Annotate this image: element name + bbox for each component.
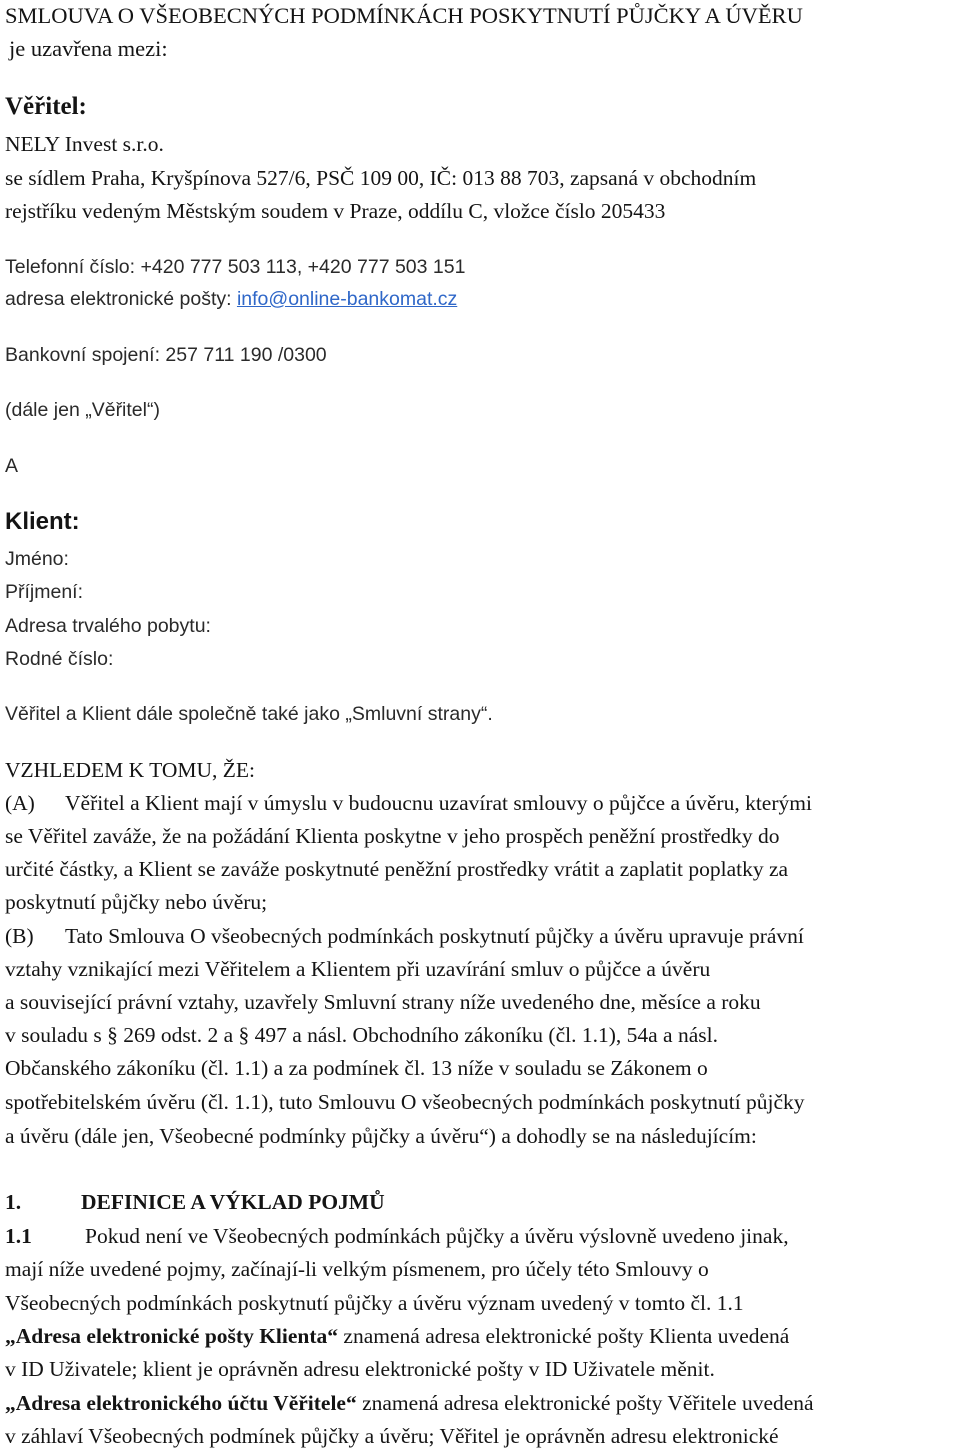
whereas-b-line5: Občanského zákoníku (čl. 1.1) a za podmínek čl. 13 níže v souladu se Zákonem o (5, 1056, 708, 1080)
section1-title: DEFINICE A VÝKLAD POJMŮ (81, 1190, 385, 1214)
p11-line1: 1.1 Pokud není ve Všeobecných podmínkách půjčky a úvěru výslovně uvedeno jinak, (5, 1224, 789, 1248)
p11-number: 1.1 (5, 1224, 32, 1248)
creditor-email-link[interactable]: info@online-bankomat.cz (236, 288, 458, 310)
whereas-b-line2: vztahy vznikající mezi Věřitelem a Klientem při uzavírání smluv o půjčce a úvěru (5, 957, 711, 981)
definition-creditor-account-line2: v záhlaví Všeobecných podmínek půjčky a úvěru; Věřitel je oprávněn adresu elektronické (5, 1424, 779, 1448)
whereas-a-line1: (A) Věřitel a Klient mají v úmyslu v budoucnu uzavírat smlouvy o půjčce a úvěru, kterými (5, 791, 812, 815)
p11-line3: Všeobecných podmínkách poskytnutí půjčky a úvěru význam uvedený v tomto čl. 1.1 (5, 1291, 744, 1315)
creditor-email-label: adresa elektronické pošty: (5, 288, 237, 310)
whereas-b-label: (B) (5, 924, 34, 948)
creditor-name: NELY Invest s.r.o. (5, 132, 164, 156)
conjunction: A (5, 455, 19, 477)
creditor-email-row (5, 288, 457, 311)
client-first-name-label: Jméno: (5, 548, 69, 570)
creditor-bank: Bankovní spojení: 257 711 190 /0300 (5, 344, 327, 366)
creditor-address-line2: rejstříku vedeným Městským soudem v Praze, oddílu C, vložce číslo 205433 (5, 199, 666, 223)
whereas-b-line3: a související právní vztahy, uzavřely Smluvní strany níže uvedeného dne, měsíce a roku (5, 990, 761, 1014)
whereas-heading: VZHLEDEM K TOMU, ŽE: (5, 758, 256, 782)
client-birth-number-label: Rodné číslo: (5, 648, 114, 670)
client-address-label: Adresa trvalého pobytu: (5, 615, 211, 637)
p11-line2: mají níže uvedené pojmy, začínají-li velkým písmenem, pro účely této Smlouvy o (5, 1257, 709, 1281)
parties-note: Věřitel a Klient dále společně také jako „Smluvní strany“. (5, 703, 493, 725)
section1-number: 1. (5, 1190, 22, 1214)
definition-client-email-line2: v ID Uživatele; klient je oprávněn adresu elektronické pošty v ID Uživatele měnit. (5, 1357, 715, 1381)
section1-heading (5, 1190, 385, 1215)
creditor-address-line1: se sídlem Praha, Kryšpínova 527/6, PSČ 109 00, IČ: 013 88 703, zapsaná v obchodním (5, 166, 757, 190)
definition-creditor-account: „Adresa elektronického účtu Věřitele“ znamená adresa elektronické pošty Věřitele uvedená (5, 1391, 814, 1415)
whereas-b-line6: spotřebitelském úvěru (čl. 1.1), tuto Smlouvu O všeobecných podmínkách poskytnutí půjčky (5, 1090, 805, 1114)
whereas-a-line3: určité částky, a Klient se zaváže poskytnuté peněžní prostředky vrátit a zaplatit poplatky za (5, 857, 789, 881)
creditor-phone: Telefonní číslo: +420 777 503 113, +420 777 503 151 (5, 256, 466, 278)
creditor-heading: Věřitel: (5, 93, 87, 120)
whereas-b-line4: v souladu s § 269 odst. 2 a § 497 a násl. Obchodního zákoníku (čl. 1.1), 54a a násl. (5, 1023, 718, 1047)
whereas-b-line1: (B) Tato Smlouva O všeobecných podmínkách poskytnutí půjčky a úvěru upravuje právní (5, 924, 804, 948)
creditor-alias: (dále jen „Věřitel“) (5, 399, 160, 421)
whereas-a-line2: se Věřitel zaváže, že na požádání Klienta poskytne v jeho prospěch peněžní prostředky do (5, 824, 780, 848)
client-last-name-label: Příjmení: (5, 581, 84, 603)
whereas-b-line7: a úvěru (dále jen, Všeobecné podmínky půjčky a úvěru“) a dohodly se na následujícím: (5, 1124, 757, 1148)
definition-client-email: „Adresa elektronické pošty Klienta“ znamená adresa elektronické pošty Klienta uvedená (5, 1324, 790, 1348)
client-heading: Klient: (5, 508, 80, 535)
whereas-a-label: (A) (5, 791, 35, 815)
definition-term: „Adresa elektronické pošty Klienta“ (5, 1324, 339, 1348)
definition-term: „Adresa elektronického účtu Věřitele“ (5, 1391, 357, 1415)
whereas-a-line4: poskytnutí půjčky nebo úvěru; (5, 890, 268, 914)
contract-title: SMLOUVA O VŠEOBECNÝCH PODMÍNKÁCH POSKYTNUTÍ PŮJČKY A ÚVĚRU (5, 3, 803, 28)
contract-subtitle: je uzavřena mezi: (9, 36, 168, 61)
